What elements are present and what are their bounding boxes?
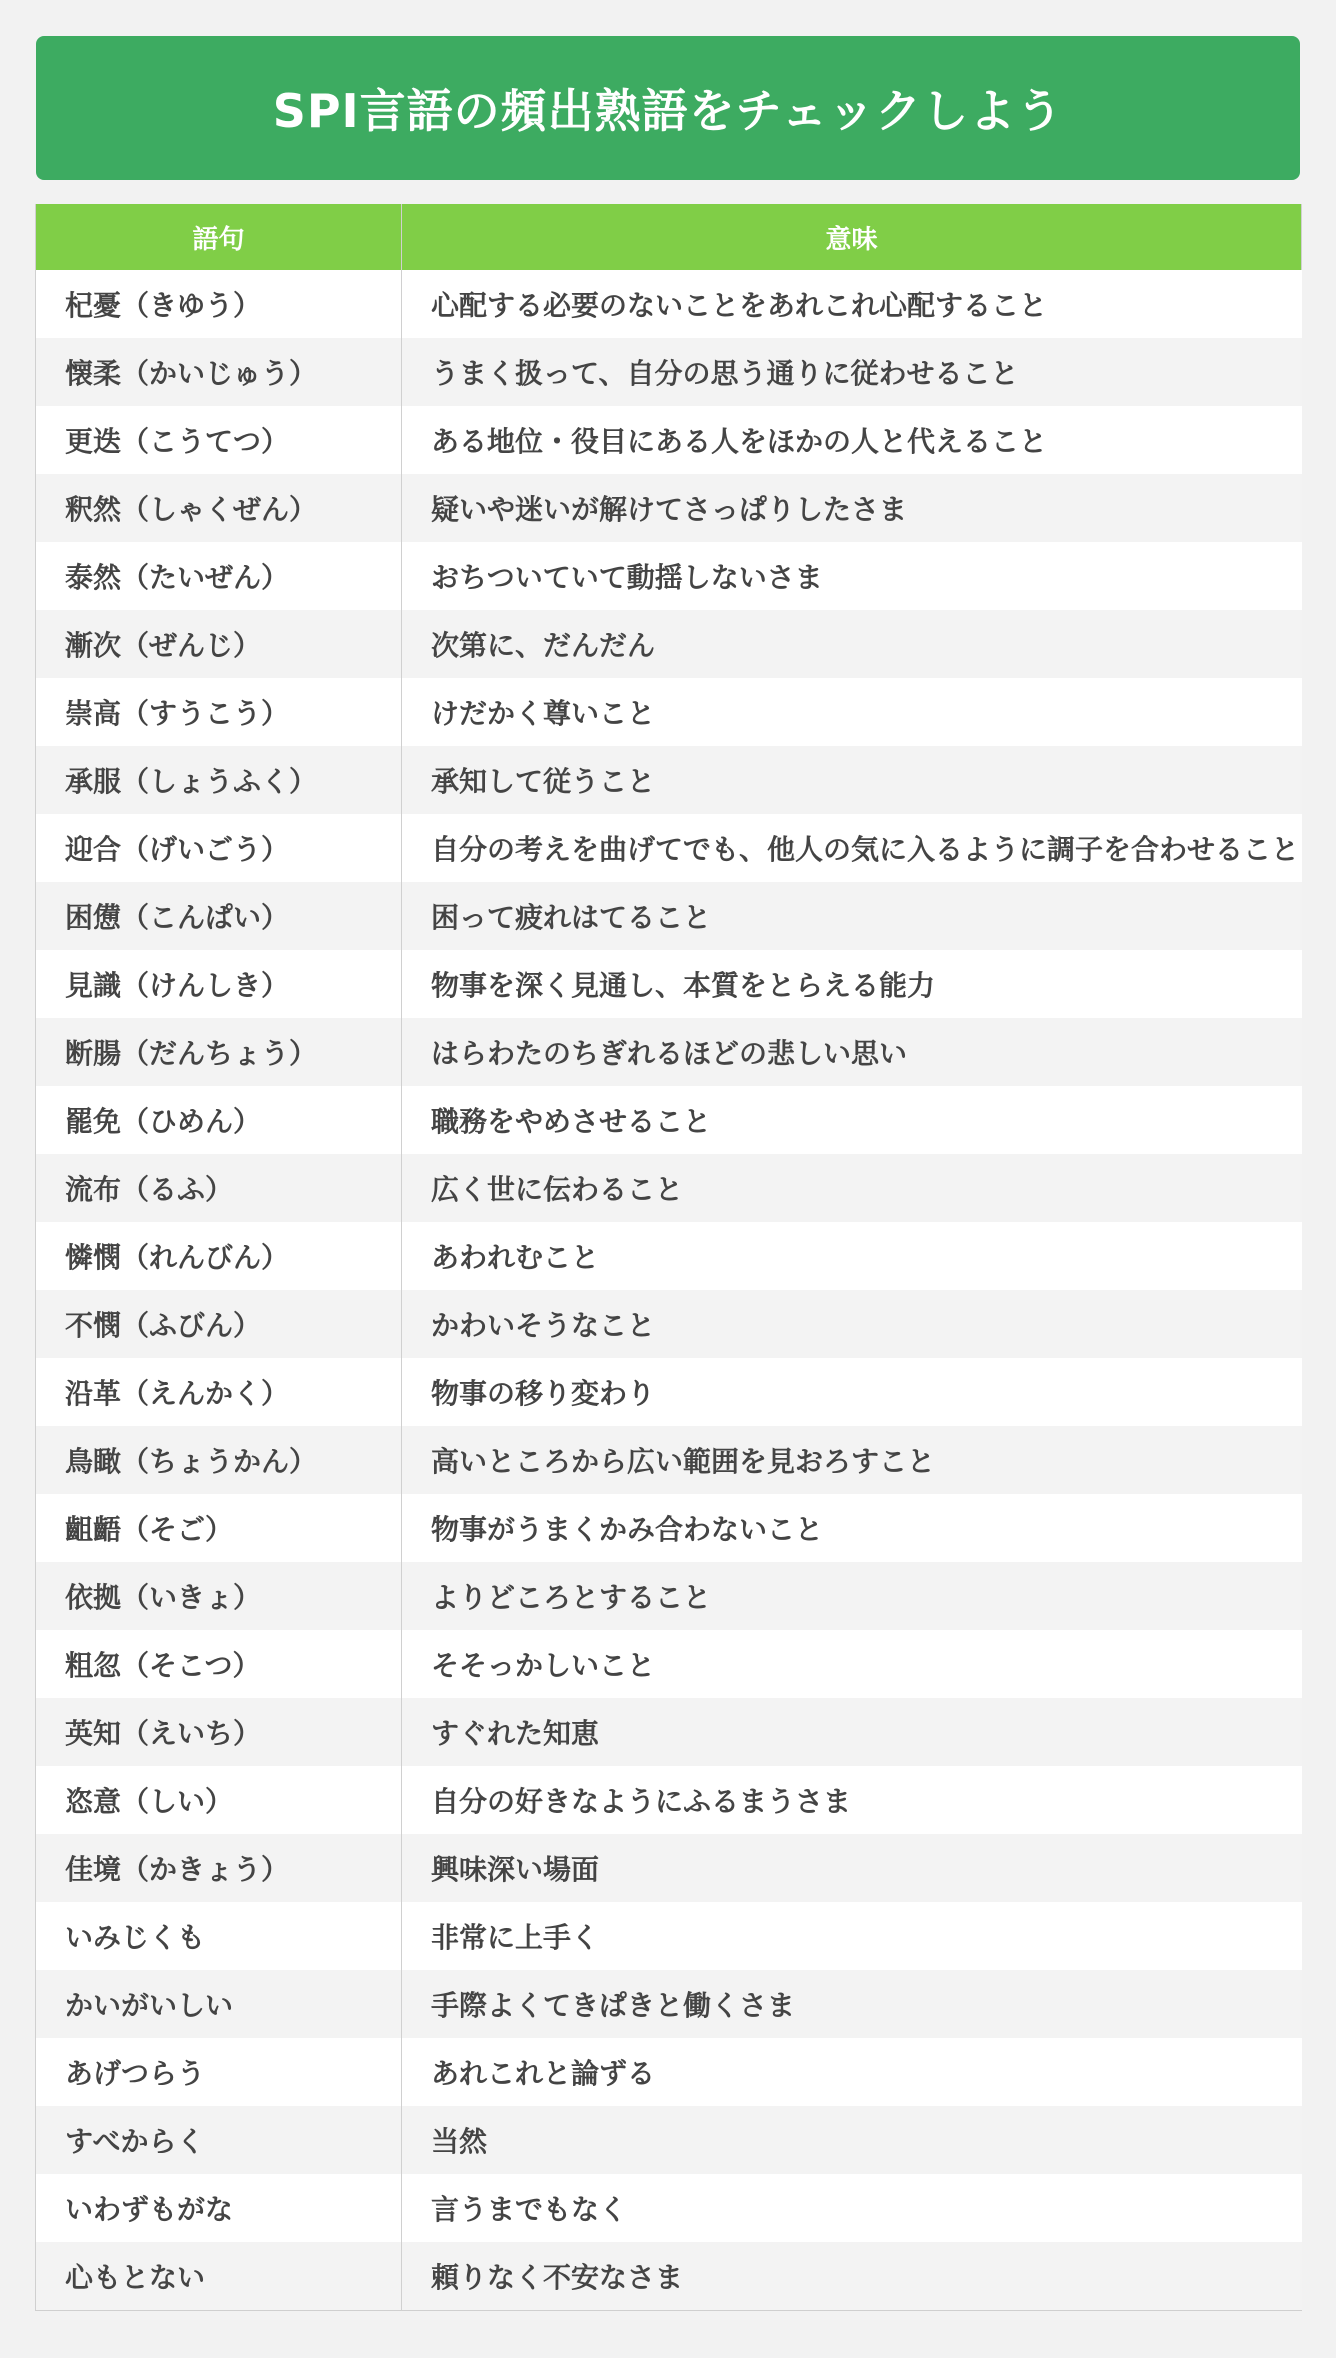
term-cell: 不憫（ふびん） bbox=[36, 1290, 402, 1358]
table-row bbox=[36, 1834, 1302, 1902]
table-body bbox=[36, 270, 1302, 2310]
table-row bbox=[36, 1426, 1302, 1494]
term-cell: 鳥瞰（ちょうかん） bbox=[36, 1426, 402, 1494]
term-cell: あげつらう bbox=[36, 2038, 402, 2106]
table-row bbox=[36, 338, 1302, 406]
table-row bbox=[36, 746, 1302, 814]
meaning-cell: 自分の好きなようにふるまうさま bbox=[402, 1766, 1302, 1834]
table-row bbox=[36, 814, 1302, 882]
term-cell: 齟齬（そご） bbox=[36, 1494, 402, 1562]
table-row bbox=[36, 270, 1302, 338]
term-cell: 泰然（たいぜん） bbox=[36, 542, 402, 610]
meaning-cell: 承知して従うこと bbox=[402, 746, 1302, 814]
term-cell: 罷免（ひめん） bbox=[36, 1086, 402, 1154]
meaning-cell: 当然 bbox=[402, 2106, 1302, 2174]
term-cell: 流布（るふ） bbox=[36, 1154, 402, 1222]
meaning-cell: はらわたのちぎれるほどの悲しい思い bbox=[402, 1018, 1302, 1086]
term-cell: 漸次（ぜんじ） bbox=[36, 610, 402, 678]
term-cell: 心もとない bbox=[36, 2242, 402, 2310]
term-cell: 恣意（しい） bbox=[36, 1766, 402, 1834]
header-term: 語句 bbox=[36, 204, 402, 270]
table-row bbox=[36, 1290, 1302, 1358]
table-row bbox=[36, 1970, 1302, 2038]
meaning-cell: 興味深い場面 bbox=[402, 1834, 1302, 1902]
meaning-cell: 心配する必要のないことをあれこれ心配すること bbox=[402, 270, 1302, 338]
term-cell: 英知（えいち） bbox=[36, 1698, 402, 1766]
meaning-cell: ある地位・役目にある人をほかの人と代えること bbox=[402, 406, 1302, 474]
term-cell: 崇高（すうこう） bbox=[36, 678, 402, 746]
term-cell: 懐柔（かいじゅう） bbox=[36, 338, 402, 406]
term-cell: 釈然（しゃくぜん） bbox=[36, 474, 402, 542]
term-cell: 憐憫（れんびん） bbox=[36, 1222, 402, 1290]
table-row bbox=[36, 882, 1302, 950]
meaning-cell: 自分の考えを曲げてでも、他人の気に入るように調子を合わせること bbox=[402, 814, 1302, 882]
meaning-cell: 手際よくてきぱきと働くさま bbox=[402, 1970, 1302, 2038]
table-row bbox=[36, 1562, 1302, 1630]
meaning-cell: そそっかしいこと bbox=[402, 1630, 1302, 1698]
table-row bbox=[36, 610, 1302, 678]
meaning-cell: けだかく尊いこと bbox=[402, 678, 1302, 746]
meaning-cell: 高いところから広い範囲を見おろすこと bbox=[402, 1426, 1302, 1494]
table-row bbox=[36, 474, 1302, 542]
table-row bbox=[36, 1154, 1302, 1222]
term-cell: 迎合（げいごう） bbox=[36, 814, 402, 882]
header-meaning: 意味 bbox=[402, 204, 1302, 270]
meaning-cell: よりどころとすること bbox=[402, 1562, 1302, 1630]
meaning-cell: 広く世に伝わること bbox=[402, 1154, 1302, 1222]
table-header bbox=[36, 204, 1302, 270]
term-cell: すべからく bbox=[36, 2106, 402, 2174]
table-row bbox=[36, 1494, 1302, 1562]
term-cell: 承服（しょうふく） bbox=[36, 746, 402, 814]
table-row bbox=[36, 1358, 1302, 1426]
meaning-cell: 言うまでもなく bbox=[402, 2174, 1302, 2242]
meaning-cell: 非常に上手く bbox=[402, 1902, 1302, 1970]
term-cell: 粗忽（そこつ） bbox=[36, 1630, 402, 1698]
table-row bbox=[36, 1086, 1302, 1154]
table-row bbox=[36, 1902, 1302, 1970]
table-row bbox=[36, 1698, 1302, 1766]
meaning-cell: 物事の移り変わり bbox=[402, 1358, 1302, 1426]
table-row bbox=[36, 1766, 1302, 1834]
meaning-cell: 頼りなく不安なさま bbox=[402, 2242, 1302, 2310]
term-cell: かいがいしい bbox=[36, 1970, 402, 2038]
vocabulary-table bbox=[35, 204, 1302, 2311]
meaning-cell: うまく扱って、自分の思う通りに従わせること bbox=[402, 338, 1302, 406]
term-cell: 更迭（こうてつ） bbox=[36, 406, 402, 474]
meaning-cell: 疑いや迷いが解けてさっぱりしたさま bbox=[402, 474, 1302, 542]
term-cell: 佳境（かきょう） bbox=[36, 1834, 402, 1902]
meaning-cell: おちついていて動揺しないさま bbox=[402, 542, 1302, 610]
meaning-cell: 次第に、だんだん bbox=[402, 610, 1302, 678]
table-row bbox=[36, 950, 1302, 1018]
table-row bbox=[36, 1018, 1302, 1086]
page-title: SPI言語の頻出熟語をチェックしよう bbox=[36, 36, 1300, 180]
term-cell: 断腸（だんちょう） bbox=[36, 1018, 402, 1086]
table-row bbox=[36, 1630, 1302, 1698]
term-cell: 困憊（こんぱい） bbox=[36, 882, 402, 950]
term-cell: 沿革（えんかく） bbox=[36, 1358, 402, 1426]
meaning-cell: 物事を深く見通し、本質をとらえる能力 bbox=[402, 950, 1302, 1018]
term-cell: いみじくも bbox=[36, 1902, 402, 1970]
table-row bbox=[36, 2038, 1302, 2106]
meaning-cell: 困って疲れはてること bbox=[402, 882, 1302, 950]
meaning-cell: 職務をやめさせること bbox=[402, 1086, 1302, 1154]
table-header-row bbox=[36, 204, 1302, 270]
table-row bbox=[36, 2242, 1302, 2310]
meaning-cell: すぐれた知恵 bbox=[402, 1698, 1302, 1766]
table-row bbox=[36, 406, 1302, 474]
meaning-cell: あれこれと論ずる bbox=[402, 2038, 1302, 2106]
term-cell: 杞憂（きゆう） bbox=[36, 270, 402, 338]
table-row bbox=[36, 2106, 1302, 2174]
term-cell: 依拠（いきょ） bbox=[36, 1562, 402, 1630]
table-row bbox=[36, 678, 1302, 746]
table-row bbox=[36, 1222, 1302, 1290]
term-cell: 見識（けんしき） bbox=[36, 950, 402, 1018]
table-row bbox=[36, 542, 1302, 610]
meaning-cell: あわれむこと bbox=[402, 1222, 1302, 1290]
meaning-cell: かわいそうなこと bbox=[402, 1290, 1302, 1358]
term-cell: いわずもがな bbox=[36, 2174, 402, 2242]
table-row bbox=[36, 2174, 1302, 2242]
meaning-cell: 物事がうまくかみ合わないこと bbox=[402, 1494, 1302, 1562]
